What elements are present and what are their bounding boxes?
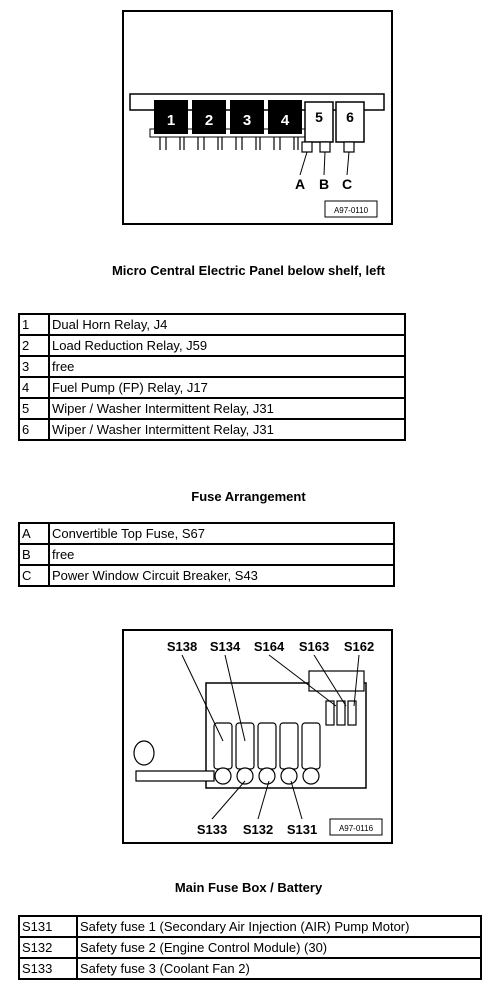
row-key: A — [19, 523, 49, 544]
fuse-label-s134: S134 — [209, 639, 241, 654]
row-desc: Fuel Pump (FP) Relay, J17 — [49, 377, 405, 398]
fuse-label-c: C — [341, 176, 353, 192]
relay-6-label: 6 — [346, 109, 354, 125]
row-key: S133 — [19, 958, 77, 979]
table-row — [19, 523, 394, 544]
table-row — [19, 335, 405, 356]
relay-3 — [230, 100, 264, 134]
fuse-table — [18, 522, 395, 587]
figure-code: A97-0110 — [333, 206, 369, 215]
fuse-label-s133: S133 — [196, 822, 228, 837]
row-key: C — [19, 565, 49, 586]
relay-panel-drawing — [124, 12, 391, 223]
row-key: 4 — [19, 377, 49, 398]
row-key: 5 — [19, 398, 49, 419]
relay-2 — [192, 100, 226, 134]
fuse-label-s131: S131 — [286, 822, 318, 837]
table-row — [19, 916, 481, 937]
row-desc: Safety fuse 1 (Secondary Air Injection (AIR) Pump Motor) — [77, 916, 481, 937]
section-title-main-fuse-box: Main Fuse Box / Battery — [174, 880, 323, 895]
row-key: 2 — [19, 335, 49, 356]
table-row — [19, 544, 394, 565]
row-key: B — [19, 544, 49, 565]
row-desc: Power Window Circuit Breaker, S43 — [49, 565, 394, 586]
table-row — [19, 958, 481, 979]
row-desc: Convertible Top Fuse, S67 — [49, 523, 394, 544]
fuse-label-a: A — [294, 176, 306, 192]
main-fuse-box-drawing — [124, 631, 391, 842]
relay-5 — [305, 102, 333, 142]
section-title-fuses: Fuse Arrangement — [191, 489, 306, 504]
row-key: 3 — [19, 356, 49, 377]
relay-6 — [336, 102, 364, 142]
row-desc: free — [49, 544, 394, 565]
row-desc: Load Reduction Relay, J59 — [49, 335, 405, 356]
main-fuse-box-figure — [122, 629, 393, 844]
relay-1 — [154, 100, 188, 134]
relay-3-label: 3 — [242, 112, 252, 129]
row-desc: Wiper / Washer Intermittent Relay, J31 — [49, 419, 405, 440]
table-row — [19, 937, 481, 958]
row-desc: Dual Horn Relay, J4 — [49, 314, 405, 335]
main-fuse-table — [18, 915, 482, 980]
table-row — [19, 565, 394, 586]
row-desc: Safety fuse 2 (Engine Control Module) (30) — [77, 937, 481, 958]
relay-4 — [268, 100, 302, 134]
fuse-label-b: B — [318, 176, 330, 192]
row-key: S131 — [19, 916, 77, 937]
table-row — [19, 419, 405, 440]
fuse-label-s138: S138 — [166, 639, 198, 654]
fuse-label-s162: S162 — [343, 639, 375, 654]
table-row — [19, 398, 405, 419]
fuse-label-s132: S132 — [242, 822, 274, 837]
relay-4-label: 4 — [280, 112, 290, 129]
table-row — [19, 356, 405, 377]
row-key: 6 — [19, 419, 49, 440]
section-title-relays: Micro Central Electric Panel below shelf, left — [111, 263, 386, 278]
row-key: 1 — [19, 314, 49, 335]
relay-2-label: 2 — [204, 112, 214, 129]
table-row — [19, 314, 405, 335]
figure-code: A97-0116 — [338, 824, 374, 833]
relay-panel-figure — [122, 10, 393, 225]
row-desc: Wiper / Washer Intermittent Relay, J31 — [49, 398, 405, 419]
relay-5-label: 5 — [315, 109, 323, 125]
row-desc: Safety fuse 3 (Coolant Fan 2) — [77, 958, 481, 979]
relay-table — [18, 313, 406, 441]
fuse-label-s164: S164 — [253, 639, 285, 654]
row-key: S132 — [19, 937, 77, 958]
row-desc: free — [49, 356, 405, 377]
fuse-label-s163: S163 — [298, 639, 330, 654]
relay-1-label: 1 — [166, 112, 176, 129]
table-row — [19, 377, 405, 398]
